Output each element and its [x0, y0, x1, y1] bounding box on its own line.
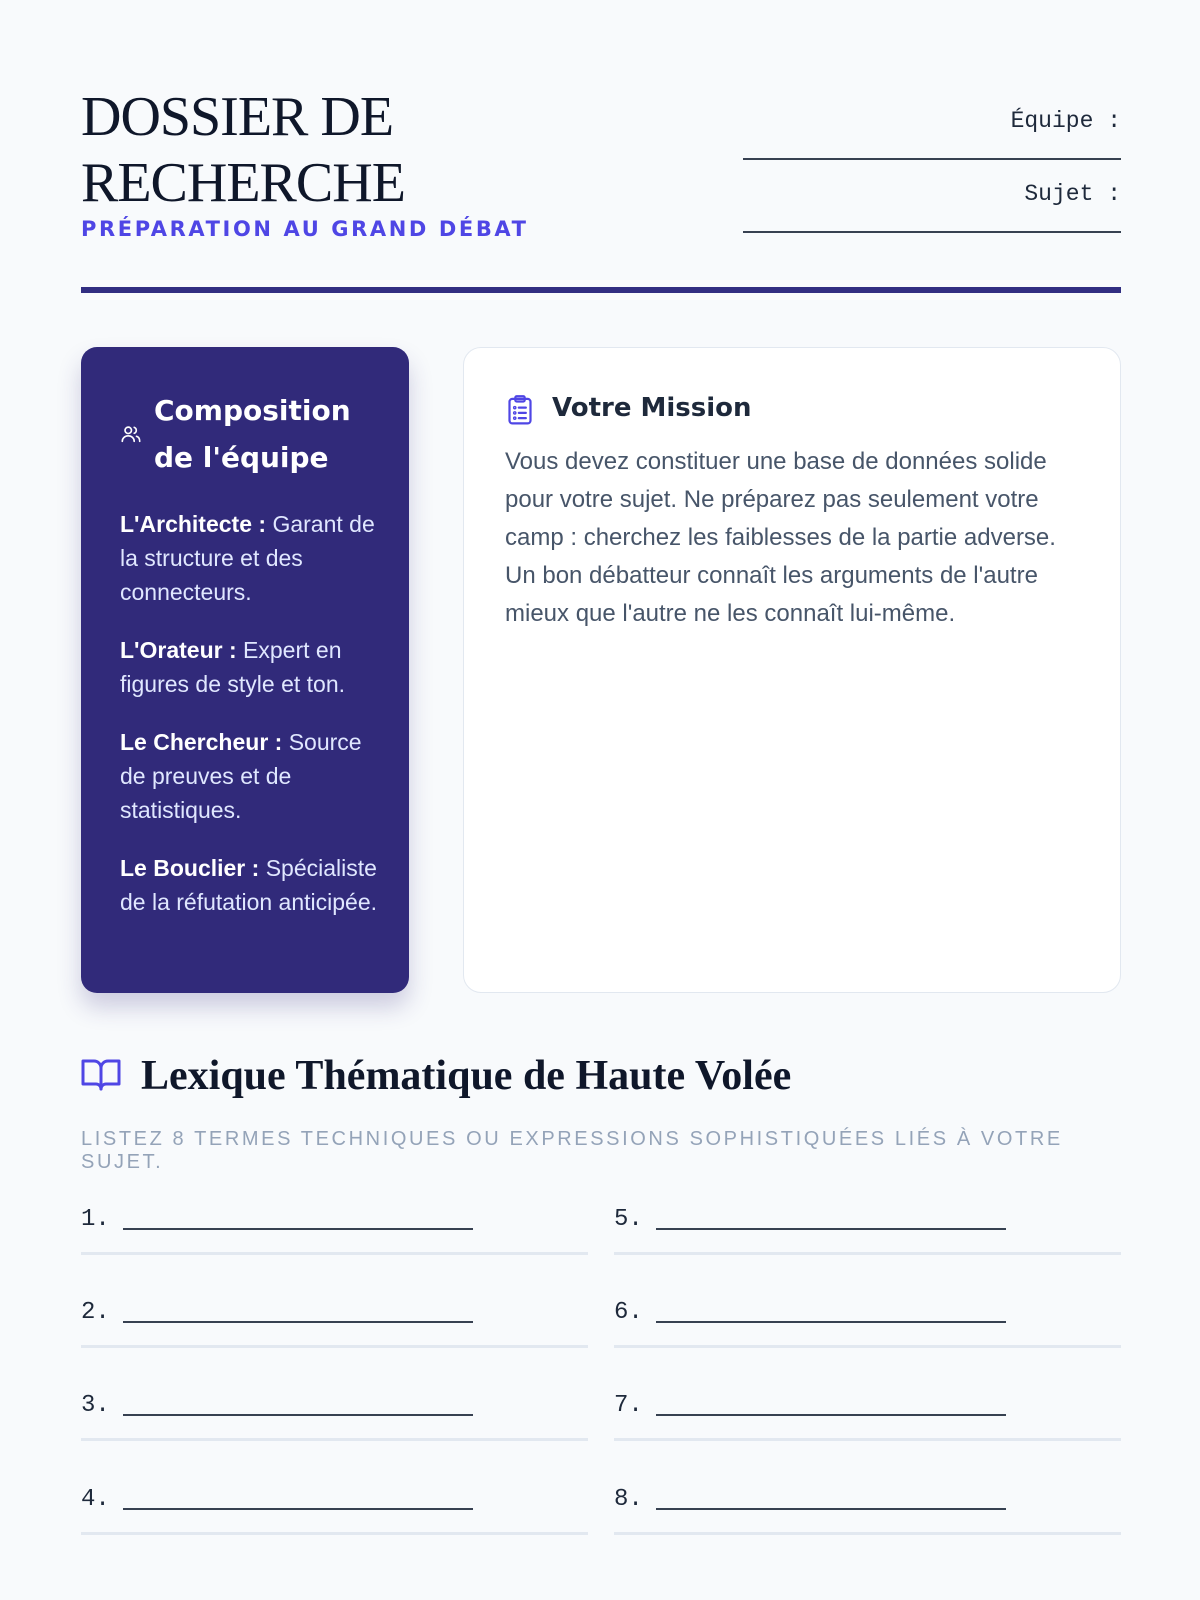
- entry-blank[interactable]: [656, 1321, 1006, 1323]
- lexicon-entry[interactable]: [81, 1206, 588, 1255]
- subject-field[interactable]: [741, 181, 1121, 254]
- role-description: Source de preuves et de statistiques.: [120, 729, 362, 823]
- page-subtitle: PRÉPARATION AU GRAND DÉBAT: [81, 217, 529, 241]
- lexicon-entry[interactable]: [614, 1299, 1121, 1348]
- role-item: [120, 633, 382, 701]
- role-list: [120, 507, 382, 943]
- lexicon-entry[interactable]: [81, 1299, 588, 1348]
- team-card-header: [120, 387, 380, 487]
- entry-number: 1.: [81, 1206, 110, 1233]
- lexicon-header: [81, 1050, 1121, 1110]
- page-title: DOSSIER DE RECHERCHE: [81, 86, 405, 214]
- role-description: Spécialiste de la réfutation anticipée.: [120, 855, 378, 915]
- subject-field-line[interactable]: [743, 231, 1121, 233]
- lexicon-entry[interactable]: [614, 1206, 1121, 1255]
- mission-title: Votre Mission: [552, 393, 752, 423]
- subject-field-label: Sujet :: [1024, 181, 1121, 207]
- team-field-line[interactable]: [743, 158, 1121, 160]
- lexicon-entry[interactable]: [614, 1392, 1121, 1441]
- entry-number: 7.: [614, 1392, 643, 1419]
- entry-number: 3.: [81, 1392, 110, 1419]
- role-name: Le Bouclier :: [120, 855, 260, 881]
- role-name: Le Chercheur :: [120, 729, 283, 755]
- role-name: L'Orateur :: [120, 637, 237, 663]
- book-open-icon: [81, 1056, 121, 1092]
- entry-number: 6.: [614, 1299, 643, 1326]
- team-card-title: Composition de l'équipe: [154, 394, 351, 474]
- mission-card: [463, 347, 1121, 993]
- lexicon-instruction: LISTEZ 8 TERMES TECHNIQUES OU EXPRESSIONS SOPHISTIQUÉES LIÉS À VOTRE SUJET.: [81, 1128, 1063, 1173]
- lexicon-entry[interactable]: [614, 1486, 1121, 1535]
- team-field-label: Équipe :: [1010, 108, 1121, 134]
- header: [81, 84, 1121, 254]
- entry-blank[interactable]: [656, 1508, 1006, 1510]
- role-name: L'Architecte :: [120, 511, 267, 537]
- entry-blank[interactable]: [123, 1321, 473, 1323]
- mission-text: Vous devez constituer une base de données solide pour votre sujet. Ne préparez pas seulement votre camp : cherchez les faiblesses de la partie adverse. Un bon débatteur connaît les arguments de l'autre mieux que l'autre ne les connaît lui-même.: [505, 448, 1056, 627]
- role-description: Expert en figures de style et ton.: [120, 637, 346, 697]
- entry-number: 2.: [81, 1299, 110, 1326]
- entry-number: 4.: [81, 1486, 110, 1513]
- entry-blank[interactable]: [123, 1228, 473, 1230]
- clipboard-icon: [506, 394, 534, 426]
- entry-blank[interactable]: [656, 1414, 1006, 1416]
- entry-blank[interactable]: [123, 1508, 473, 1510]
- entry-number: 5.: [614, 1206, 643, 1233]
- header-divider: [81, 287, 1121, 293]
- team-composition-card: [81, 347, 409, 993]
- role-item: [120, 725, 382, 827]
- role-item: [120, 851, 382, 919]
- role-description: Garant de la structure et des connecteurs.: [120, 511, 375, 605]
- entry-number: 8.: [614, 1486, 643, 1513]
- lexicon-entry[interactable]: [81, 1392, 588, 1441]
- lexicon-title: Lexique Thématique de Haute Volée: [141, 1053, 792, 1099]
- entry-blank[interactable]: [656, 1228, 1006, 1230]
- team-field[interactable]: [741, 108, 1121, 181]
- role-item: [120, 507, 382, 609]
- header-fields: [741, 108, 1121, 254]
- users-icon: [120, 423, 142, 445]
- lexicon-entry[interactable]: [81, 1486, 588, 1535]
- entry-blank[interactable]: [123, 1414, 473, 1416]
